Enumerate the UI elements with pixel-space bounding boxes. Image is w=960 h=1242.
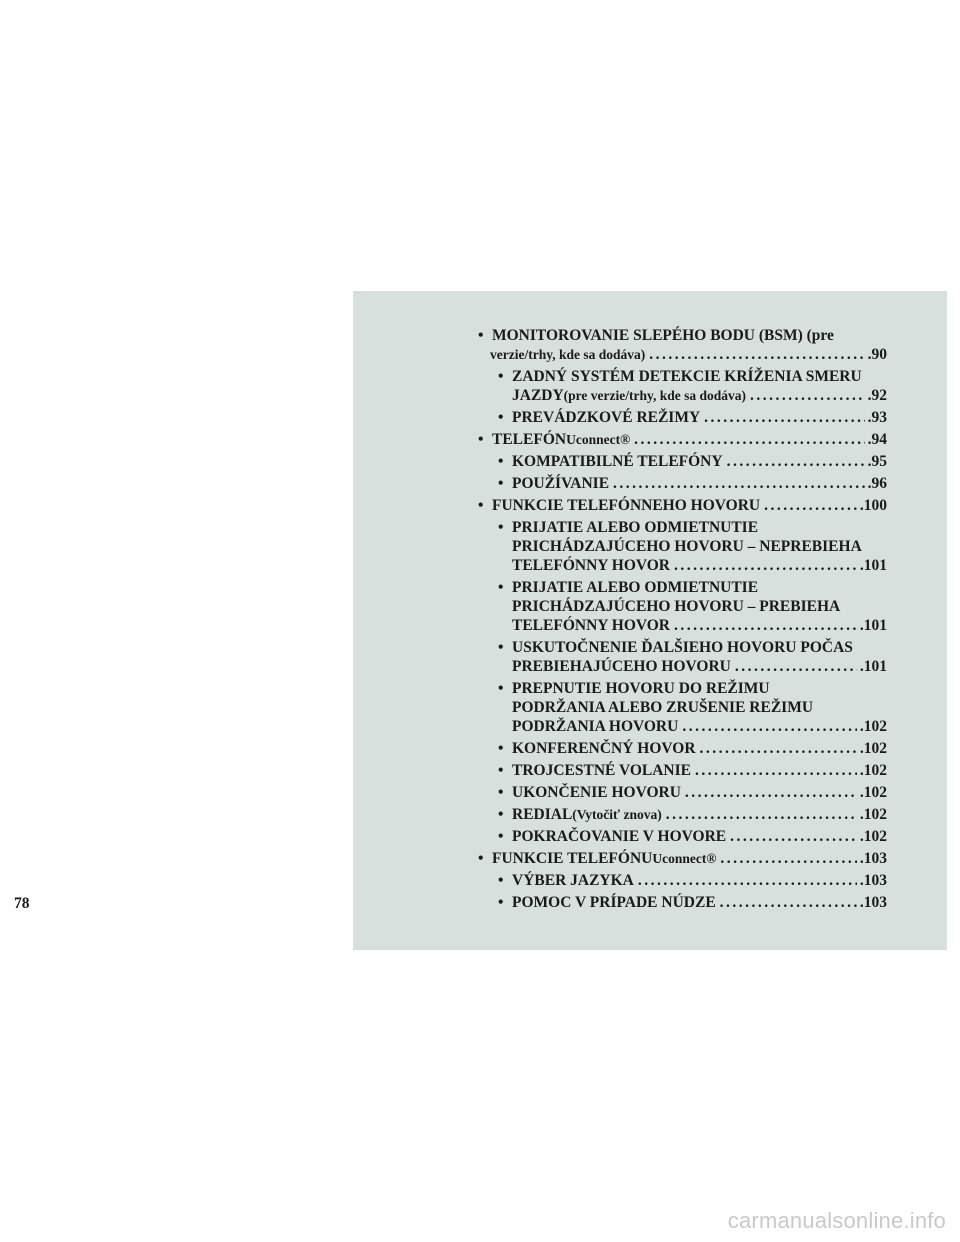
bullet-icon: • bbox=[498, 894, 504, 911]
toc-page-number: .90 bbox=[867, 346, 887, 363]
toc-entry-line bbox=[512, 367, 887, 386]
dot-leader bbox=[685, 783, 857, 802]
dot-leader bbox=[695, 761, 857, 780]
toc-entry-line bbox=[492, 496, 887, 515]
toc-entry-label: PODRŽANIA HOVORU bbox=[512, 718, 679, 735]
toc-entry-text bbox=[512, 679, 887, 736]
toc-entry[interactable] bbox=[498, 679, 887, 736]
toc-entry-label: POKRAČOVANIE V HOVORE bbox=[512, 828, 727, 845]
toc-entry-label: (Vytočiť znova) bbox=[572, 807, 662, 822]
toc-entry-line bbox=[492, 849, 887, 868]
toc-entry-line bbox=[512, 893, 887, 912]
toc-entry-line bbox=[512, 537, 887, 556]
bullet-icon: • bbox=[498, 806, 504, 823]
toc-entry-text bbox=[512, 739, 887, 758]
toc-entry[interactable] bbox=[498, 739, 887, 758]
toc-list bbox=[478, 326, 887, 915]
bullet-icon: • bbox=[478, 497, 484, 514]
toc-entry[interactable] bbox=[498, 578, 887, 635]
toc-entry-line bbox=[512, 638, 887, 657]
toc-entry-line bbox=[512, 597, 887, 616]
toc-entry[interactable] bbox=[478, 326, 887, 364]
toc-entry-line bbox=[512, 783, 887, 802]
toc-entry-label: PRICHÁDZAJÚCEHO HOVORU – NEPREBIEHA bbox=[512, 538, 862, 555]
toc-entry-label: PREPNUTIE HOVORU DO REŽIMU bbox=[512, 680, 770, 697]
toc-page-number: .94 bbox=[867, 431, 887, 448]
toc-entry-label: PRIJATIE ALEBO ODMIETNUTIE bbox=[512, 519, 759, 536]
toc-entry-label: Uconnect® bbox=[652, 851, 717, 866]
toc-entry-line bbox=[512, 408, 887, 427]
toc-page-number: .100 bbox=[859, 497, 887, 514]
bullet-icon: • bbox=[498, 762, 504, 779]
dot-leader bbox=[727, 452, 865, 471]
toc-entry[interactable] bbox=[498, 452, 887, 471]
toc-entry-label: UKONČENIE HOVORU bbox=[512, 784, 681, 801]
dot-leader bbox=[750, 386, 865, 405]
bullet-icon: • bbox=[498, 475, 504, 492]
toc-entry-text bbox=[512, 761, 887, 780]
bullet-icon: • bbox=[498, 453, 504, 470]
bullet-icon: • bbox=[478, 850, 484, 867]
dot-leader bbox=[682, 717, 857, 736]
dot-leader bbox=[674, 616, 857, 635]
toc-entry-text bbox=[492, 849, 887, 868]
toc-entry[interactable] bbox=[498, 827, 887, 846]
toc-entry-label: TELEFÓN bbox=[492, 431, 567, 448]
toc-page-number: .92 bbox=[867, 387, 887, 404]
toc-entry-label: FUNKCIE TELEFÓNU bbox=[492, 850, 653, 867]
toc-entry-line bbox=[512, 452, 887, 471]
bullet-icon: • bbox=[498, 740, 504, 757]
toc-entry-text bbox=[512, 871, 887, 890]
toc-entry-label: PREVÁDZKOVÉ REŽIMY bbox=[512, 409, 701, 426]
toc-entry-text bbox=[512, 638, 887, 676]
bullet-icon: • bbox=[498, 368, 504, 385]
toc-entry[interactable] bbox=[478, 430, 887, 449]
toc-page-number: .103 bbox=[859, 872, 887, 889]
toc-entry-label: PRICHÁDZAJÚCEHO HOVORU – PREBIEHA bbox=[512, 598, 841, 615]
toc-entry-label: VÝBER JAZYKA bbox=[512, 872, 634, 889]
dot-leader bbox=[666, 805, 857, 824]
toc-entry-text bbox=[512, 783, 887, 802]
toc-entry[interactable] bbox=[498, 893, 887, 912]
page-number: 78 bbox=[14, 895, 30, 912]
toc-entry-label: TROJCESTNÉ VOLANIE bbox=[512, 762, 691, 779]
toc-entry-text bbox=[492, 326, 887, 364]
toc-entry-line bbox=[512, 474, 887, 493]
dot-leader bbox=[720, 893, 857, 912]
dot-leader bbox=[700, 739, 857, 758]
bullet-icon: • bbox=[498, 519, 504, 536]
toc-entry-label: TELEFÓNNY HOVOR bbox=[512, 617, 671, 634]
toc-entry-line bbox=[512, 717, 887, 736]
dot-leader bbox=[613, 474, 865, 493]
dot-leader bbox=[720, 849, 856, 868]
toc-entry-label: PODRŽANIA ALEBO ZRUŠENIE REŽIMU bbox=[512, 699, 814, 716]
toc-entry-line bbox=[512, 739, 887, 758]
toc-entry-label: MONITOROVANIE SLEPÉHO BODU (BSM) (pre bbox=[492, 327, 834, 344]
dot-leader bbox=[704, 408, 864, 427]
toc-entry-line bbox=[512, 805, 887, 824]
toc-entry-text bbox=[512, 518, 887, 575]
toc-page-number: .95 bbox=[867, 453, 887, 470]
toc-entry-label: Uconnect® bbox=[566, 432, 631, 447]
toc-entry[interactable] bbox=[478, 849, 887, 868]
bullet-icon: • bbox=[498, 680, 504, 697]
toc-entry[interactable] bbox=[498, 518, 887, 575]
toc-entry-label: KONFERENČNÝ HOVOR bbox=[512, 740, 696, 757]
bullet-icon: • bbox=[498, 828, 504, 845]
dot-leader bbox=[764, 496, 857, 515]
toc-entry-line bbox=[512, 761, 887, 780]
toc-entry-line bbox=[512, 657, 887, 676]
toc-entry-line bbox=[512, 616, 887, 635]
toc-entry-text bbox=[512, 805, 887, 824]
bullet-icon: • bbox=[478, 431, 484, 448]
toc-entry-label: REDIAL bbox=[512, 806, 573, 823]
toc-entry-label: ZADNÝ SYSTÉM DETEKCIE KRÍŽENIA SMERU bbox=[512, 368, 862, 385]
toc-page-number: .102 bbox=[859, 718, 887, 735]
toc-page-number: .103 bbox=[859, 894, 887, 911]
toc-page-number: .102 bbox=[859, 740, 887, 757]
bullet-icon: • bbox=[498, 872, 504, 889]
toc-page-number: .101 bbox=[859, 557, 887, 574]
dot-leader bbox=[674, 556, 857, 575]
toc-entry-line bbox=[512, 578, 887, 597]
toc-entry-text bbox=[492, 430, 887, 449]
toc-entry-text bbox=[512, 367, 887, 405]
toc-entry-line bbox=[512, 698, 887, 717]
toc-entry-label: verzie/trhy, kde sa dodáva) bbox=[490, 347, 646, 362]
toc-entry-line bbox=[492, 430, 887, 449]
toc-entry-label: FUNKCIE TELEFÓNNEHO HOVORU bbox=[492, 497, 761, 514]
toc-page-number: .102 bbox=[859, 784, 887, 801]
toc-entry-label: POMOC V PRÍPADE NÚDZE bbox=[512, 894, 716, 911]
toc-entry[interactable] bbox=[498, 783, 887, 802]
toc-entry[interactable] bbox=[498, 367, 887, 405]
toc-entry-text bbox=[512, 827, 887, 846]
toc-entry-label: JAZDY bbox=[512, 387, 564, 404]
toc-page-number: .102 bbox=[859, 762, 887, 779]
dot-leader bbox=[638, 871, 857, 890]
toc-entry[interactable] bbox=[478, 496, 887, 515]
toc-entry-line bbox=[512, 518, 887, 537]
bullet-icon: • bbox=[498, 784, 504, 801]
dot-leader bbox=[735, 657, 857, 676]
toc-entry-line bbox=[492, 326, 887, 345]
dot-leader bbox=[649, 345, 864, 364]
toc-page-number: .101 bbox=[859, 658, 887, 675]
bullet-icon: • bbox=[498, 409, 504, 426]
toc-page-number: .103 bbox=[859, 850, 887, 867]
bullet-icon: • bbox=[498, 639, 504, 656]
toc-entry-text bbox=[512, 893, 887, 912]
bullet-icon: • bbox=[478, 327, 484, 344]
toc-entry[interactable] bbox=[498, 474, 887, 493]
toc-entry-text bbox=[512, 452, 887, 471]
bullet-icon: • bbox=[498, 579, 504, 596]
toc-entry-label: USKUTOČNENIE ĎALŠIEHO HOVORU POČAS bbox=[512, 639, 853, 656]
toc-entry-line bbox=[512, 556, 887, 575]
toc-page-number: .101 bbox=[859, 617, 887, 634]
toc-entry-label: PRIJATIE ALEBO ODMIETNUTIE bbox=[512, 579, 759, 596]
toc-entry-text bbox=[492, 496, 887, 515]
toc-entry-line bbox=[490, 345, 887, 364]
dot-leader bbox=[730, 827, 857, 846]
dot-leader bbox=[634, 430, 864, 449]
toc-entry-text bbox=[512, 408, 887, 427]
toc-page-number: .93 bbox=[867, 409, 887, 426]
watermark-text: carmanualsonline.info bbox=[727, 1208, 946, 1233]
toc-entry-label: POUŽÍVANIE bbox=[512, 475, 610, 492]
toc-entry-label: PREBIEHAJÚCEHO HOVORU bbox=[512, 658, 731, 675]
toc-entry[interactable] bbox=[498, 408, 887, 427]
toc-page-number: .96 bbox=[867, 475, 887, 492]
toc-entry-line bbox=[512, 386, 887, 405]
toc-panel bbox=[353, 291, 947, 950]
toc-entry-line bbox=[512, 827, 887, 846]
toc-entry-line bbox=[512, 871, 887, 890]
toc-entry-label: TELEFÓNNY HOVOR bbox=[512, 557, 671, 574]
toc-page-number: .102 bbox=[859, 828, 887, 845]
toc-entry[interactable] bbox=[498, 761, 887, 780]
toc-page-number: .102 bbox=[859, 806, 887, 823]
toc-entry-label: KOMPATIBILNÉ TELEFÓNY bbox=[512, 453, 723, 470]
toc-entry-label: (pre verzie/trhy, kde sa dodáva) bbox=[563, 388, 747, 403]
toc-entry[interactable] bbox=[498, 805, 887, 824]
toc-entry[interactable] bbox=[498, 638, 887, 676]
toc-entry-text bbox=[512, 578, 887, 635]
toc-entry-line bbox=[512, 679, 887, 698]
toc-entry[interactable] bbox=[498, 871, 887, 890]
toc-entry-text bbox=[512, 474, 887, 493]
